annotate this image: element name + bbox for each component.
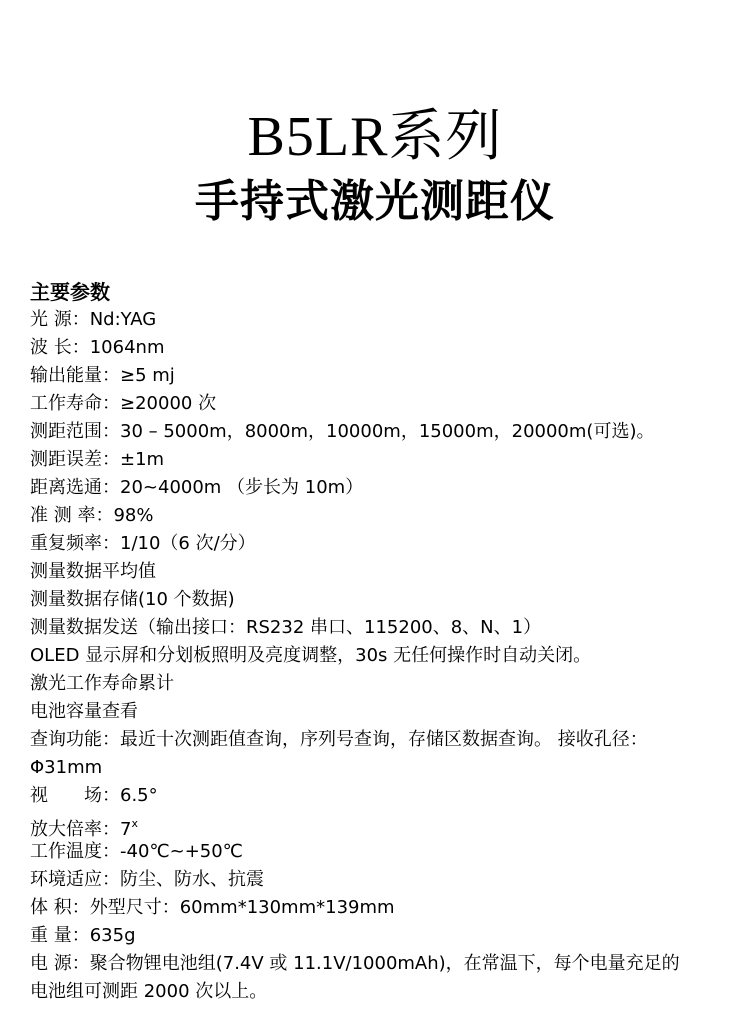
spec-list: [30, 306, 730, 1006]
spec-magnification: [30, 810, 730, 838]
spec-range: 测距范围：30 – 5000m，8000m，10000m，15000m，20000m(可选)。: [30, 421, 655, 442]
spec-magnification-text: 放大倍率：7: [30, 819, 132, 840]
spec-field-of-view: 视 场：6.5°: [30, 785, 158, 806]
spec-weight: 重 量：635g: [30, 925, 136, 946]
spec-power: 电 源：聚合物锂电池组(7.4V 或 11.1V/1000mAh)，在常温下，每个电量充足的电池组可测距 2000 次以上。: [30, 953, 680, 1002]
spec-range-error: 测距误差：±1m: [30, 449, 165, 470]
spec-working-life: 工作寿命：≥20000 次: [30, 393, 217, 414]
spec-repetition-rate: 重复频率：1/10（6 次/分）: [30, 533, 256, 554]
spec-operating-temp: 工作温度：-40℃~+50℃: [30, 841, 243, 862]
spec-battery-view: 电池容量查看: [30, 701, 138, 722]
spec-data-average: 测量数据平均值: [30, 561, 156, 582]
spec-range-gating: 距离选通：20~4000m （步长为 10m）: [30, 477, 364, 498]
spec-accuracy-rate: 准 测 率：98%: [30, 505, 154, 526]
section-heading: 主要参数: [30, 280, 110, 304]
spec-light-source: 光 源：Nd:YAG: [30, 309, 157, 330]
document-title: B5LR系列: [247, 106, 503, 168]
spec-display: OLED 显示屏和分划板照明及亮度调整，30s 无任何操作时自动关闭。: [30, 645, 592, 666]
spec-volume: 体 积：外型尺寸：60mm*130mm*139mm: [30, 897, 395, 918]
spec-data-storage: 测量数据存储(10 个数据): [30, 589, 235, 610]
document-subtitle: 手持式激光测距仪: [195, 176, 555, 227]
spec-wavelength: 波 长：1064nm: [30, 337, 165, 358]
spec-query-aperture: 查询功能：最近十次测距值查询，序列号查询，存储区数据查询。 接收孔径：Φ31mm: [30, 729, 648, 778]
spec-output-energy: 输出能量：≥5 mj: [30, 365, 175, 386]
spec-magnification-sup: x: [131, 817, 138, 830]
spec-laser-life-count: 激光工作寿命累计: [30, 673, 174, 694]
spec-environment: 环境适应：防尘、防水、抗震: [30, 869, 264, 890]
spec-data-output: 测量数据发送（输出接口：RS232 串口、115200、8、N、1）: [30, 617, 542, 638]
